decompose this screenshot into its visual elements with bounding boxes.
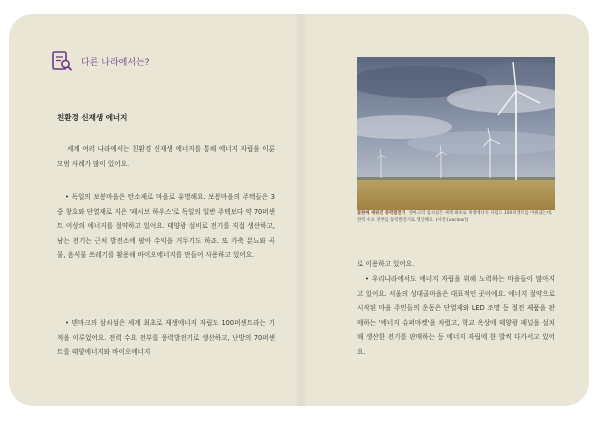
caption-text: 덴마크의 삼쇠섬은 세계 최초로 재생에너지 자립도 100퍼센트를 이뤄냈는데, 전력 수요 전부를 풍력발전기로 생산해요. (사진:[unclear]) [357, 211, 553, 223]
section-header [51, 50, 150, 72]
article-heading: 친환경 신재생 에너지 [57, 113, 128, 122]
denmark-continued: 로 이용하고 있어요. [357, 260, 415, 268]
germany-bullet: • 독일의 보봉마을은 탄소제로 마을로 유명해요. 보봉마을의 주택들은 3중 창호와 단열재로 지은 '패시브 하우스'로 독일의 일반 주택보다 약 70퍼센트 이상의 에너지를 절약하고 있어요. 태양광 설비로 전기를 직접 생산하고, 남는 전기는 근처 발전소에 팔아 수익을 거두기도 하죠. 또 가축 분뇨와 곡물, 음식물 쓰레기를 활용해 바이오에너지를 만들어 사용하고 있어요. [57, 193, 275, 259]
section-title: 다른 나라에서는? [81, 57, 150, 68]
book-spread [9, 14, 589, 406]
korea-bullet: • 우리나라에서도 에너지 자립을 위해 노력하는 마을들이 많아지고 있어요. 서울의 성대골마을은 대표적인 곳이에요. 에너지 절약으로 시작된 마을 주민들의 운동은 단열재와 LED 조명 등 절전 제품을 판매하는 '에너지 슈퍼마켓'을 차렸고, 학교 옥상에 태양광 패널을 설치해 생산한 전기를 판매하는 등 에너지 자립에 한 발씩 다가서고 있어요. [357, 275, 555, 356]
page-gutter [294, 14, 308, 406]
intro-paragraph: 세계 여러 나라에서는 친환경 신재생 에너지를 통해 에너지 자립을 이룬 모범 사례가 많이 있어요. [57, 145, 275, 168]
wind-turbine-photo [357, 57, 555, 210]
caption-title: 들판에 세워진 풍력발전기 [357, 211, 406, 216]
document-search-icon [51, 50, 73, 72]
photo-caption [357, 211, 555, 224]
denmark-bullet: • 덴마크의 삼쇠섬은 세계 최초로 재생에너지 자립도 100퍼센트라는 기적을 이루었어요. 전력 수요 전부를 풍력발전기로 생산하고, 난방의 70퍼센트를 태양에너지와 바이오에너지 [57, 319, 275, 356]
